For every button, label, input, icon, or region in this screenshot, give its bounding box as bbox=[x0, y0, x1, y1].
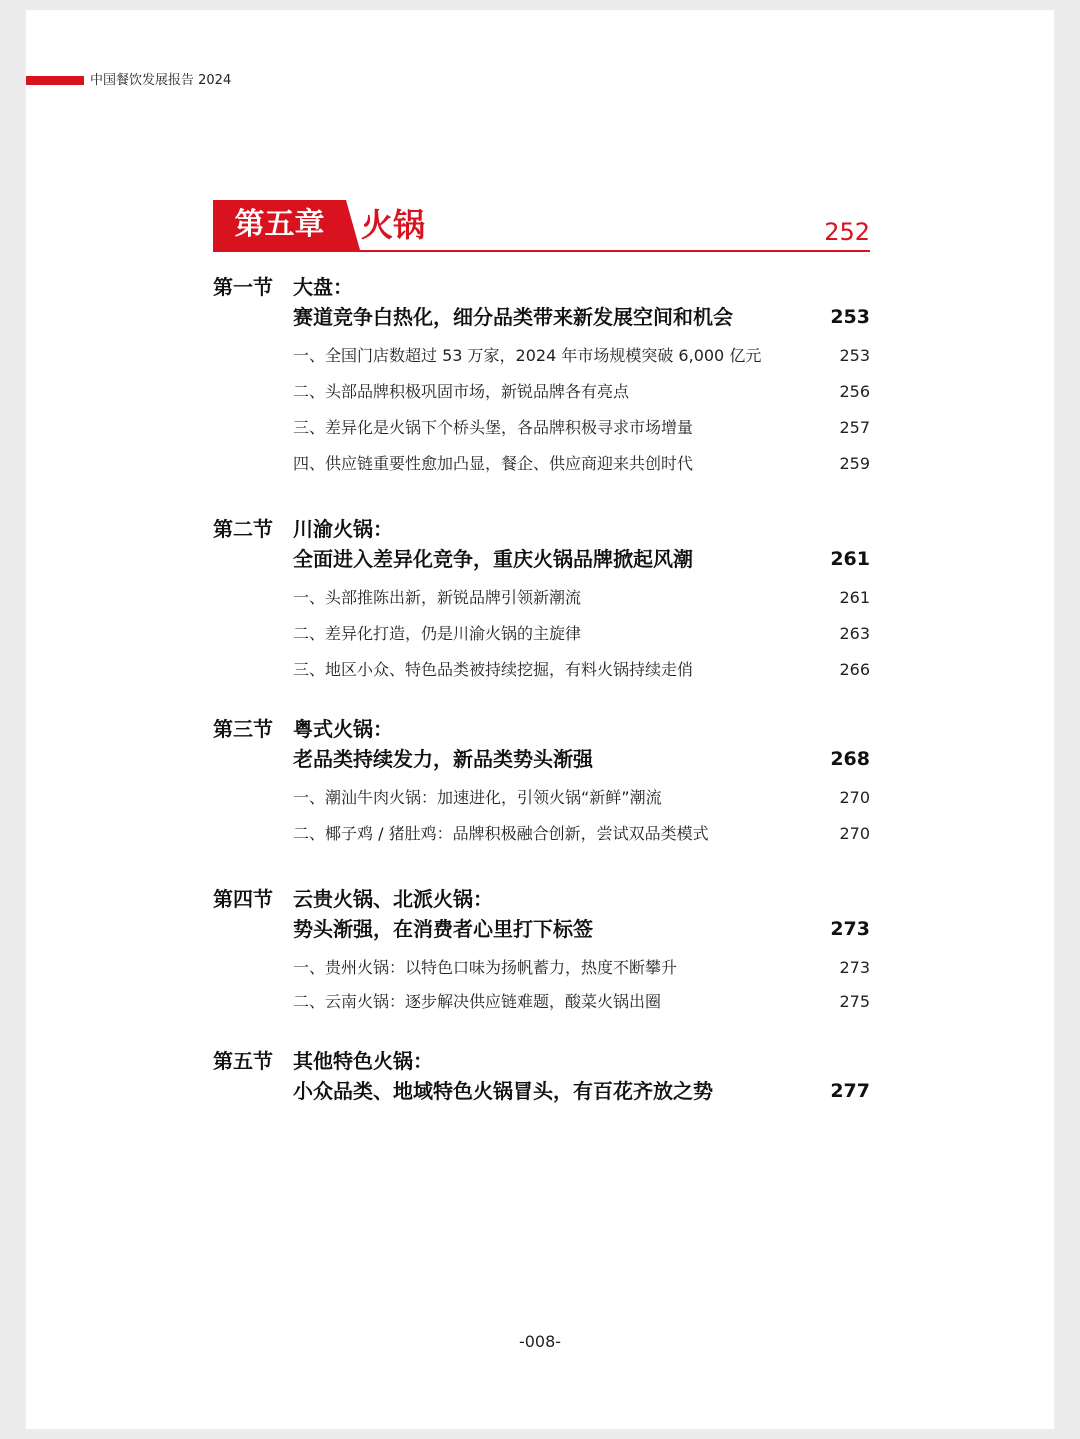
running-header-title: 中国餐饮发展报告 2024 bbox=[90, 73, 232, 88]
toc-item-text: 一、潮汕牛肉火锅：加速进化，引领火锅“新鲜”潮流 bbox=[293, 788, 662, 807]
chapter-title: 火锅 bbox=[361, 206, 426, 244]
toc-item-page: 275 bbox=[839, 992, 870, 1011]
toc-item bbox=[293, 954, 870, 988]
toc-item-text: 二、差异化打造，仍是川渝火锅的主旋律 bbox=[293, 624, 582, 643]
toc-item-text: 二、云南火锅：逐步解决供应链难题，酸菜火锅出圈 bbox=[293, 992, 662, 1011]
section-page-number: 261 bbox=[830, 548, 870, 570]
section-title-line1: 川渝火锅： bbox=[293, 517, 393, 541]
toc-item bbox=[293, 656, 870, 692]
chapter-label: 第五章 bbox=[234, 207, 325, 242]
section-label: 第一节 bbox=[213, 275, 273, 299]
toc-item-page: 257 bbox=[839, 418, 870, 437]
toc-item bbox=[293, 988, 870, 1022]
toc-item-text: 三、地区小众、特色品类被持续挖掘，有料火锅持续走俏 bbox=[293, 660, 694, 679]
section-items bbox=[293, 584, 870, 692]
section-page-number: 253 bbox=[830, 306, 870, 328]
section-title-line1: 其他特色火锅： bbox=[293, 1049, 433, 1073]
toc-item-text: 一、全国门店数超过 53 万家，2024 年市场规模突破 6,000 亿元 bbox=[293, 346, 762, 365]
toc-item bbox=[293, 378, 870, 414]
toc-item-page: 266 bbox=[839, 660, 870, 679]
section-title-line1: 大盘： bbox=[293, 275, 353, 299]
toc-item bbox=[293, 820, 870, 856]
section-page-number: 277 bbox=[830, 1080, 870, 1102]
toc-item bbox=[293, 414, 870, 450]
toc-item-page: 261 bbox=[839, 588, 870, 607]
section-title-line1: 粤式火锅： bbox=[293, 717, 393, 741]
toc-item-text: 二、椰子鸡 / 猪肚鸡：品牌积极融合创新，尝试双品类模式 bbox=[293, 824, 709, 843]
toc-item bbox=[293, 584, 870, 620]
section-items bbox=[293, 954, 870, 1022]
chapter-heading bbox=[213, 200, 870, 252]
section-label: 第二节 bbox=[213, 517, 273, 541]
section-title-line2: 全面进入差异化竞争，重庆火锅品牌掀起风潮 bbox=[293, 547, 693, 571]
section-title-line2: 老品类持续发力，新品类势头渐强 bbox=[293, 747, 593, 771]
toc-item-page: 256 bbox=[839, 382, 870, 401]
chapter-rule bbox=[213, 250, 870, 252]
page-folio: -008- bbox=[518, 1332, 562, 1351]
chapter-page-number: 252 bbox=[824, 218, 870, 246]
section-label: 第三节 bbox=[213, 717, 273, 741]
section-title-line2: 小众品类、地域特色火锅冒头，有百花齐放之势 bbox=[293, 1079, 713, 1103]
section-page-number: 268 bbox=[830, 748, 870, 770]
section-title-line2: 赛道竞争白热化，细分品类带来新发展空间和机会 bbox=[293, 305, 733, 329]
section-items bbox=[293, 784, 870, 856]
header-red-bar bbox=[26, 76, 84, 85]
toc-item bbox=[293, 450, 870, 486]
section-label: 第五节 bbox=[213, 1049, 273, 1073]
section-items bbox=[293, 342, 870, 486]
toc-item-text: 一、贵州火锅：以特色口味为扬帆蓄力，热度不断攀升 bbox=[293, 958, 678, 977]
section-title-line1: 云贵火锅、北派火锅： bbox=[293, 887, 493, 911]
toc-item bbox=[293, 342, 870, 378]
toc-item-page: 270 bbox=[839, 824, 870, 843]
toc-item bbox=[293, 620, 870, 656]
toc-item-page: 253 bbox=[839, 346, 870, 365]
section-label: 第四节 bbox=[213, 887, 273, 911]
toc-item-page: 273 bbox=[839, 958, 870, 977]
toc-item-page: 259 bbox=[839, 454, 870, 473]
toc-item-text: 四、供应链重要性愈加凸显，餐企、供应商迎来共创时代 bbox=[293, 454, 694, 473]
toc-item-page: 270 bbox=[839, 788, 870, 807]
toc-item-text: 三、差异化是火锅下个桥头堡，各品牌积极寻求市场增量 bbox=[293, 418, 694, 437]
toc-item-text: 一、头部推陈出新，新锐品牌引领新潮流 bbox=[293, 588, 582, 607]
section-page-number: 273 bbox=[830, 918, 870, 940]
page bbox=[26, 10, 1054, 1429]
section-title-line2: 势头渐强，在消费者心里打下标签 bbox=[293, 917, 593, 941]
toc-item-page: 263 bbox=[839, 624, 870, 643]
toc-item bbox=[293, 784, 870, 820]
toc-item-text: 二、头部品牌积极巩固市场，新锐品牌各有亮点 bbox=[293, 382, 630, 401]
